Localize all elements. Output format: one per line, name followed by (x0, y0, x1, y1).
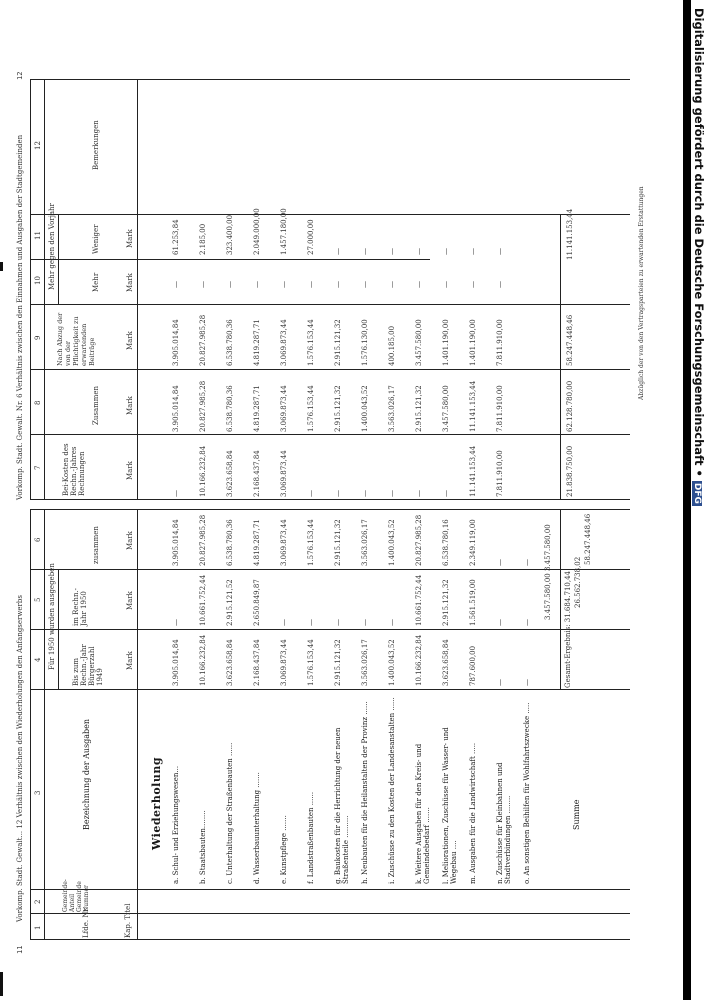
left-row-value: 2.915.121,32 (442, 579, 450, 626)
left-row-value: 3.905.014,84 (172, 639, 180, 686)
left-total-v6: 58.247.448,46 (584, 513, 592, 565)
right-col-number: 8 (34, 400, 42, 405)
right-row-value: 3.069.873,44 (280, 319, 288, 366)
left-row-label: b. Staatsbauten........ (199, 810, 207, 884)
right-row-value: — (469, 248, 477, 255)
right-col-line-4 (30, 304, 630, 305)
right-row-value: 3.069.873,44 (280, 450, 288, 497)
right-col9-header: Nach Abzug der von der Pflichtigkeit zu erwartenden Beiträge (56, 312, 96, 366)
left-col4-header: Bis zum Rechn.-Jahr Bürgerzahl 1949 (72, 644, 104, 686)
left-row-value: 2.915.121,52 (226, 579, 234, 626)
right-row-value: 10.166.232,84 (199, 445, 207, 497)
left-row-value: 20.827.985,28 (415, 514, 423, 566)
left-row-label: l. Meliorationen, Zuschüsse für Wasser- und Wegebau .... (442, 727, 458, 884)
right-row-value: 4.819.287,71 (253, 319, 261, 366)
dfg-badge: DFG (692, 482, 702, 504)
right-unit: Mark (126, 273, 134, 292)
left-header-rule (137, 510, 138, 940)
right-group-rule (58, 215, 59, 305)
right-row-value: — (307, 281, 315, 288)
left-row-label: n. Zuschüsse für Kleinbahnen und Stadtverbindungen ........ (496, 762, 512, 884)
left-row-label: e. Kunstpflege ....... (280, 815, 288, 884)
left-group-rule (58, 570, 59, 690)
right-row-value: — (334, 281, 342, 288)
left-unit: Mark (126, 651, 134, 670)
right-row-value: 1.401.190,00 (442, 319, 450, 366)
right-row-value: — (280, 281, 288, 288)
left-row-value: — (334, 619, 342, 626)
left-row-value: 3.623.658,84 (226, 639, 234, 686)
right-row-value: 2.185,00 (199, 223, 207, 255)
left-row-value: — (280, 619, 288, 626)
left-row-value: — (523, 619, 531, 626)
left-row-value: 10.661.752,44 (199, 574, 207, 626)
right-col8-header: Zusammen (92, 385, 100, 425)
right-row-value: — (172, 490, 180, 497)
left-total-rule (560, 510, 561, 690)
left-col-line-6 (30, 569, 630, 570)
left-col-line-5 (30, 629, 630, 630)
right-row-value: — (442, 248, 450, 255)
right-row-value: 2.049.000,00 (253, 208, 261, 255)
left-col-number: 3 (34, 790, 42, 795)
right-row-value: 7.811.910,00 (496, 450, 504, 497)
right-col-number: 11 (34, 231, 42, 240)
right-row-value: — (361, 281, 369, 288)
left-row-value: 1.576.153,44 (307, 519, 315, 566)
right-row-value: — (253, 281, 261, 288)
right-row-value: 1.400.043,52 (361, 385, 369, 432)
right-col-line-3 (30, 369, 630, 370)
left-row-label: f. Landstraßenbauten ...... (307, 791, 315, 884)
right-running-head: Vorkomp. Stadt. Gewalt. Nr. 6 Verhältnis zwischen den Einnahmen und Ausgaben der Stadtgemeinden (16, 134, 24, 500)
left-unit: Mark (126, 531, 134, 550)
left-col3-header: Bezeichnung der Ausgaben (82, 718, 91, 830)
left-row-value: — (388, 619, 396, 626)
right-row-value: — (469, 281, 477, 288)
right-row-value: 6.538.780,36 (226, 319, 234, 366)
right-row-value: — (361, 248, 369, 255)
left-col2-sub: Kap. Titel (124, 903, 132, 938)
left-row-value: 3.069.873,44 (280, 519, 288, 566)
right-row-value: — (334, 490, 342, 497)
right-row-value: 3.905.014,84 (172, 319, 180, 366)
right-col12-header: Bemerkungen (92, 120, 100, 170)
left-row-value: 3.069.873,44 (280, 639, 288, 686)
left-col6-header: zusammen (92, 526, 100, 564)
left-row-value: — (172, 619, 180, 626)
left-row-label: d. Wasserbauunterhaltung ....... (253, 772, 261, 884)
scan-edge-mark-top (0, 262, 3, 271)
right-row-value: 1.457.180,00 (280, 208, 288, 255)
right-col-line-2 (30, 434, 630, 435)
left-col5-header: im Rechn.-Jahr 1950 (72, 587, 88, 626)
right-row-value: 1.576.153,44 (307, 319, 315, 366)
right-col-number: 9 (34, 335, 42, 340)
scan-edge-mark-bottom (0, 972, 3, 996)
left-unit: Mark (126, 591, 134, 610)
left-row-value: 10.166.232,84 (415, 634, 423, 686)
right-total-v8: 62.128.780,00 (566, 380, 574, 432)
right-row-value: 2.915.121,32 (334, 319, 342, 366)
left-row-value: 3.905.014,84 (172, 519, 180, 566)
left-col-number: 2 (34, 899, 42, 904)
left-row-label: m. Ausgaben für die Landwirtschaft ..... (469, 742, 477, 884)
dfg-credit-strip (691, 0, 707, 1000)
left-row-value: — (523, 559, 531, 566)
right-row-value: 3.457.580,00 (442, 385, 450, 432)
left-subtotal-v6: 3.457.580,00 3.457.580,00 (544, 524, 552, 620)
left-col2-header: Gemeinde-Anteil Gemeinde Nummer (62, 879, 90, 912)
right-row-value: — (172, 281, 180, 288)
right-row-value: 3.457.580,00 (415, 319, 423, 366)
right-row-value: 400.185,00 (388, 325, 396, 366)
left-top-rule (30, 510, 31, 940)
right-col-number: 10 (34, 276, 42, 285)
right-unit: Mark (126, 229, 134, 248)
section-title: Wiederholung (150, 756, 163, 850)
right-unit: Mark (126, 331, 134, 350)
right-row-value: 4.819.287,71 (253, 385, 261, 432)
right-col-line-6 (30, 214, 630, 215)
right-unit: Mark (126, 396, 134, 415)
dfg-credit-text: Digitalisierung gefördert durch die Deutsche Forschungsgemeinschaft • (692, 8, 706, 477)
left-row-value: 1.561.519,00 (469, 579, 477, 626)
scan-border (683, 0, 691, 1000)
right-footnote: Abzüglich der von den Vertragsparteien zu erwartenden Erstattungen (638, 186, 645, 400)
right-col10-header: Mehr (92, 272, 100, 292)
right-row-value: 11.141.153,44 (469, 445, 477, 497)
left-col1-header: Lfde. Nr. (82, 906, 90, 938)
dfg-credit (692, 8, 706, 506)
left-row-value: 1.400.043,52 (388, 639, 396, 686)
right-col-number-rule (44, 80, 45, 500)
left-total-v4: Gesamt-Ergebnis: 31.684.710,44 (564, 570, 572, 688)
left-col-line-7 (30, 509, 630, 510)
right-row-value: 3.905.014,84 (172, 385, 180, 432)
left-row-label: o. An sonstigen Beihilfen für Wohlfahrtszwecke ..... (523, 702, 531, 884)
right-col7-header: Bei-Kosten des Rechn.-Jahres Rechnungen (62, 443, 86, 496)
right-col-line-1 (30, 499, 630, 500)
left-row-label: k. Weitere Ausgaben für den Kreis- und Gemeindebedarf ....... (415, 743, 431, 884)
left-row-value: 4.819.287,71 (253, 519, 261, 566)
right-row-value: — (388, 281, 396, 288)
left-row-value: 787.600,00 (469, 645, 477, 686)
right-total-v9: 58.247.448,46 (566, 314, 574, 366)
right-row-value: 27.000,00 (307, 219, 315, 255)
right-row-value: — (307, 490, 315, 497)
right-total-rule (560, 215, 561, 500)
left-row-value: 3.563.026,17 (361, 519, 369, 566)
left-row-label: a. Schul- und Erziehungswesen... (172, 765, 180, 884)
right-row-value: 323.400,00 (226, 214, 234, 255)
left-row-value: — (496, 619, 504, 626)
left-row-label: h. Neubauten für die Heilanstalten der Provinz ...... (361, 701, 369, 884)
left-row-value: 2.168.437,84 (253, 639, 261, 686)
right-row-value: 3.069.873,44 (280, 385, 288, 432)
right-row-value: 61.253,84 (172, 219, 180, 255)
right-top-rule (30, 80, 31, 500)
left-row-value: 2.915.121,32 (334, 519, 342, 566)
left-total-v5: 26.562.738,02 (574, 556, 582, 608)
right-row-value: 6.538.780,36 (226, 385, 234, 432)
right-row-value: 1.401.190,00 (469, 319, 477, 366)
right-row-value: 2.168.437,84 (253, 450, 261, 497)
right-total-v7: 21.838.750,00 (566, 445, 574, 497)
right-row-value: — (415, 281, 423, 288)
right-group-header: Mehr gegen den Vorjahr (48, 203, 56, 290)
left-row-value: 10.166.232,84 (199, 634, 207, 686)
right-col11-header: Weniger (92, 224, 100, 254)
right-unit: Mark (126, 461, 134, 480)
right-row-value: — (496, 248, 504, 255)
right-row-value: — (361, 490, 369, 497)
right-row-value: 2.915.121,32 (334, 385, 342, 432)
left-row-label: g. Baukosten für die Herrichtung der neuen Straßenteile .......... (334, 727, 350, 884)
left-col-number: 5 (34, 597, 42, 602)
left-row-value: 6.538.780,16 (442, 519, 450, 566)
left-row-label: c. Unterhaltung der Straßenbauten ...... (226, 742, 234, 884)
right-row-value: — (496, 281, 504, 288)
right-page-number: 12 (16, 71, 24, 80)
right-col-number: 12 (34, 141, 42, 150)
left-running-head: Vorkomp. Stadt. Gewalt... 12 Verhältnis zwischen den Wiederholungen den Anfangserwerbs (16, 595, 24, 922)
right-row-value: 20.827.985,28 (199, 314, 207, 366)
right-row-value: — (388, 248, 396, 255)
right-row-value: — (442, 490, 450, 497)
right-row-value: 7.811.910,00 (496, 319, 504, 366)
left-col-line-4 (30, 689, 630, 690)
right-row-value: — (415, 248, 423, 255)
right-row-value: — (442, 281, 450, 288)
right-total-v11: 11.141.153,44 (566, 208, 574, 260)
right-row-value: 3.563.026,17 (388, 385, 396, 432)
right-row-value: 7.811.910,00 (496, 385, 504, 432)
right-row-value: — (388, 490, 396, 497)
right-row-value: 1.576.130,00 (361, 319, 369, 366)
right-col-line-7 (30, 79, 630, 80)
right-row-value: — (415, 490, 423, 497)
right-row-value: — (226, 281, 234, 288)
right-row-value: — (199, 281, 207, 288)
left-row-value: — (496, 679, 504, 686)
right-row-value: 11.141.153,44 (469, 380, 477, 432)
left-col-number: 4 (34, 657, 42, 662)
left-col-number: 1 (34, 925, 42, 930)
right-row-value: 20.827.985,28 (199, 380, 207, 432)
left-row-value: 20.827.985,28 (199, 514, 207, 566)
left-col-line-1 (30, 939, 630, 940)
left-row-value: 2.650.849,87 (253, 579, 261, 626)
left-row-value: — (361, 619, 369, 626)
right-col-line-5 (30, 259, 430, 260)
left-total-label: Summe (572, 799, 581, 830)
left-row-value: 1.576.153,44 (307, 639, 315, 686)
left-row-value: 2.915.121,32 (334, 639, 342, 686)
left-row-value: — (523, 679, 531, 686)
left-col-line-2 (30, 913, 630, 914)
left-col-number: 6 (34, 537, 42, 542)
right-col-number: 7 (34, 465, 42, 470)
left-col-number-rule (44, 510, 45, 940)
left-row-value: 3.563.026,17 (361, 639, 369, 686)
right-row-value: 2.915.121,32 (415, 385, 423, 432)
left-row-label: i. Zuschüsse zu den Kosten der Landesanstalten ...... (388, 697, 396, 884)
rotated-table-page (12, 60, 662, 960)
right-row-value: — (334, 248, 342, 255)
right-row-value: 1.576.153,44 (307, 385, 315, 432)
left-row-value: 1.400.043,52 (388, 519, 396, 566)
left-row-value: 2.349.119,00 (469, 519, 477, 566)
right-row-value: 3.623.658,84 (226, 450, 234, 497)
right-header-rule (137, 80, 138, 500)
left-page-number: 11 (16, 945, 24, 954)
left-row-value: 10.661.752,44 (415, 574, 423, 626)
left-row-value: 6.538.780,36 (226, 519, 234, 566)
left-row-value: — (496, 559, 504, 566)
left-row-value: 3.623.658,84 (442, 639, 450, 686)
left-row-value: — (307, 619, 315, 626)
left-group-header: Für 1950 wurden ausgegeben (48, 563, 56, 670)
left-col-line-3 (30, 889, 630, 890)
